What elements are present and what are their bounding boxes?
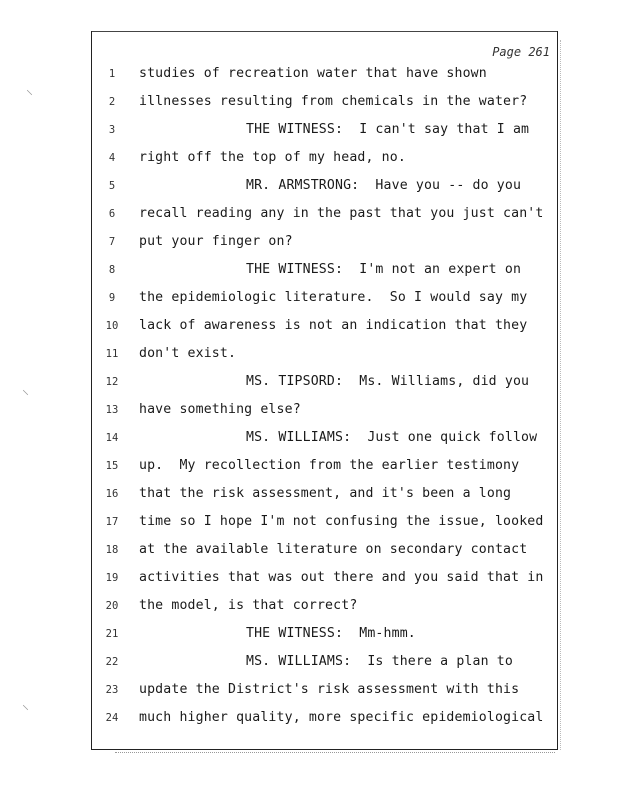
line-number: 3	[108, 124, 116, 136]
line-number: 10	[105, 320, 119, 332]
line-text: have something else?	[139, 402, 301, 417]
line-number: 7	[108, 236, 116, 248]
line-number: 14	[105, 432, 119, 444]
scan-mark: ⸜	[22, 382, 29, 398]
transcript-line	[91, 172, 556, 200]
right-margin-dots	[560, 40, 561, 750]
line-number: 8	[108, 264, 116, 276]
transcript-line	[91, 144, 556, 172]
line-number: 18	[105, 544, 119, 556]
line-number: 21	[105, 628, 119, 640]
transcript-line	[91, 340, 556, 368]
line-text: right off the top of my head, no.	[139, 150, 406, 165]
transcript-line	[91, 704, 556, 732]
transcript-line	[91, 452, 556, 480]
line-number: 13	[105, 404, 119, 416]
transcript-line	[91, 396, 556, 424]
line-text: THE WITNESS: I can't say that I am	[246, 122, 530, 137]
line-text: don't exist.	[139, 346, 237, 361]
line-text: the model, is that correct?	[139, 598, 358, 613]
transcript-line	[91, 284, 556, 312]
line-number: 15	[105, 460, 119, 472]
line-text: that the risk assessment, and it's been a long	[139, 486, 512, 501]
line-text: lack of awareness is not an indication that they	[139, 318, 528, 333]
transcript-line	[91, 256, 556, 284]
line-number: 23	[105, 684, 119, 696]
transcript-line	[91, 424, 556, 452]
line-number: 11	[105, 348, 119, 360]
transcript-line	[91, 228, 556, 256]
line-text: much higher quality, more specific epidemiological	[139, 710, 544, 725]
line-number: 19	[105, 572, 119, 584]
scan-mark: ⸜	[26, 82, 33, 98]
line-number: 1	[108, 68, 116, 80]
line-number: 17	[105, 516, 119, 528]
line-number: 24	[105, 712, 119, 724]
line-text: the epidemiologic literature. So I would say my	[139, 290, 528, 305]
transcript-line	[91, 536, 556, 564]
transcript-line	[91, 88, 556, 116]
line-text: put your finger on?	[139, 234, 293, 249]
line-number: 4	[108, 152, 116, 164]
line-number: 6	[108, 208, 116, 220]
transcript-line	[91, 60, 556, 88]
transcript-line	[91, 620, 556, 648]
line-number: 22	[105, 656, 119, 668]
transcript-line	[91, 480, 556, 508]
scan-mark: ⸜	[22, 697, 29, 713]
transcript-line	[91, 508, 556, 536]
transcript-line	[91, 200, 556, 228]
line-number: 2	[108, 96, 116, 108]
line-text: recall reading any in the past that you just can't	[139, 206, 544, 221]
transcript-line	[91, 592, 556, 620]
line-text: MR. ARMSTRONG: Have you -- do you	[246, 178, 522, 193]
transcript-line	[91, 564, 556, 592]
line-number: 20	[105, 600, 119, 612]
footer-rule	[115, 752, 555, 753]
transcript-line	[91, 368, 556, 396]
transcript-line	[91, 312, 556, 340]
transcript-line	[91, 116, 556, 144]
line-text: update the District's risk assessment with this	[139, 682, 520, 697]
transcript-body	[91, 60, 556, 732]
line-text: studies of recreation water that have shown	[139, 66, 487, 81]
transcript-line	[91, 676, 556, 704]
line-text: MS. WILLIAMS: Just one quick follow	[246, 430, 538, 445]
transcript-line	[91, 648, 556, 676]
line-number: 12	[105, 376, 119, 388]
line-number: 16	[105, 488, 119, 500]
page-number: Page 261	[492, 45, 550, 59]
line-text: THE WITNESS: I'm not an expert on	[246, 262, 522, 277]
line-number: 5	[108, 180, 116, 192]
line-text: at the available literature on secondary contact	[139, 542, 528, 557]
line-text: THE WITNESS: Mm-hmm.	[246, 626, 416, 641]
line-text: MS. TIPSORD: Ms. Williams, did you	[246, 374, 530, 389]
line-text: activities that was out there and you said that in	[139, 570, 544, 585]
line-text: MS. WILLIAMS: Is there a plan to	[246, 654, 513, 669]
line-text: time so I hope I'm not confusing the issue, looked	[139, 514, 544, 529]
line-text: up. My recollection from the earlier testimony	[139, 458, 520, 473]
line-text: illnesses resulting from chemicals in the water?	[139, 94, 528, 109]
line-number: 9	[108, 292, 116, 304]
